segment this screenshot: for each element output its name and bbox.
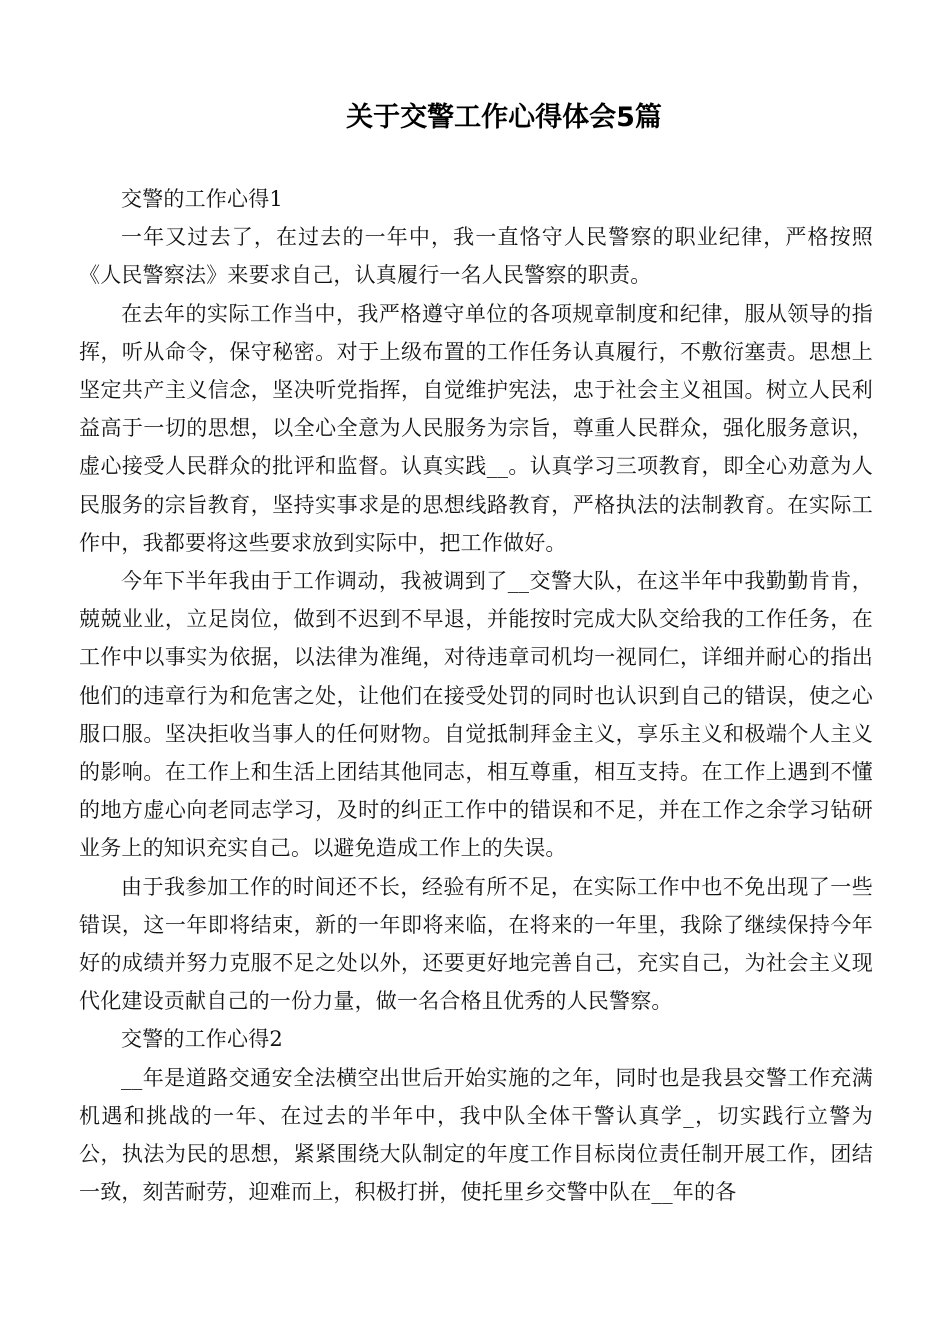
section-heading: 交警的工作心得1	[121, 187, 283, 211]
body-paragraph: 今年下半年我由于工作调动，我被调到了__交警大队，在这半年中我勤勤肯肯，兢兢业业，立足岗位，做到不迟到不早退，并能按时完成大队交给我的工作任务，在工作中以事实为依据，以法律为准绳，对待违章司机均一视同仁，详细并耐心的指出他们的违章行为和危害之处，让他们在接受处罚的同时也认识到自己的错误，使之心服口服。坚决拒收当事人的任何财物。自觉抵制拜金主义，享乐主义和极端个人主义的影响。在工作上和生活上团结其他同志，相互尊重，相互支持。在工作上遇到不懂的地方虚心向老同志学习，及时的纠正工作中的错误和不足，并在工作之余学习钻研业务上的知识充实自己。以避免造成工作上的失误。	[79, 569, 873, 861]
body-paragraph: 由于我参加工作的时间还不长，经验有所不足，在实际工作中也不免出现了一些错误，这一年即将结束，新的一年即将来临，在将来的一年里，我除了继续保持今年好的成绩并努力克服不足之处以外，还要更好地完善自己，充实自己，为社会主义现代化建设贡献自己的一份力量，做一名合格且优秀的人民警察。	[79, 874, 873, 1014]
body-paragraph: __年是道路交通安全法横空出世后开始实施的之年，同时也是我县交警工作充满机遇和挑战的一年、在过去的半年中，我中队全体干警认真学_，切实践行立警为公，执法为民的思想，紧紧围绕大队制定的年度工作目标岗位责任制开展工作，团结一致，刻苦耐劳，迎难而上，积极打拼，使托里乡交警中队在__年的各	[79, 1065, 873, 1205]
body-paragraph: 一年又过去了，在过去的一年中，我一直恪守人民警察的职业纪律，严格按照《人民警察法》来要求自己，认真履行一名人民警察的职责。	[79, 225, 873, 288]
document-body	[79, 180, 873, 1211]
section-heading: 交警的工作心得2	[121, 1027, 283, 1052]
document-title: 关于交警工作心得体会5篇	[346, 102, 662, 133]
body-paragraph: 在去年的实际工作当中，我严格遵守单位的各项规章制度和纪律，服从领导的指挥，听从命令，保守秘密。对于上级布置的工作任务认真履行，不敷衍塞责。思想上坚定共产主义信念，坚决听党指挥，自觉维护宪法，忠于社会主义祖国。树立人民利益高于一切的思想，以全心全意为人民服务为宗旨，尊重人民群众，强化服务意识，虚心接受人民群众的批评和监督。认真实践__。认真学习三项教育，即全心劝意为人民服务的宗旨教育，坚持实事求是的思想线路教育，严格执法的法制教育。在实际工作中，我都要将这些要求放到实际中，把工作做好。	[79, 301, 873, 555]
